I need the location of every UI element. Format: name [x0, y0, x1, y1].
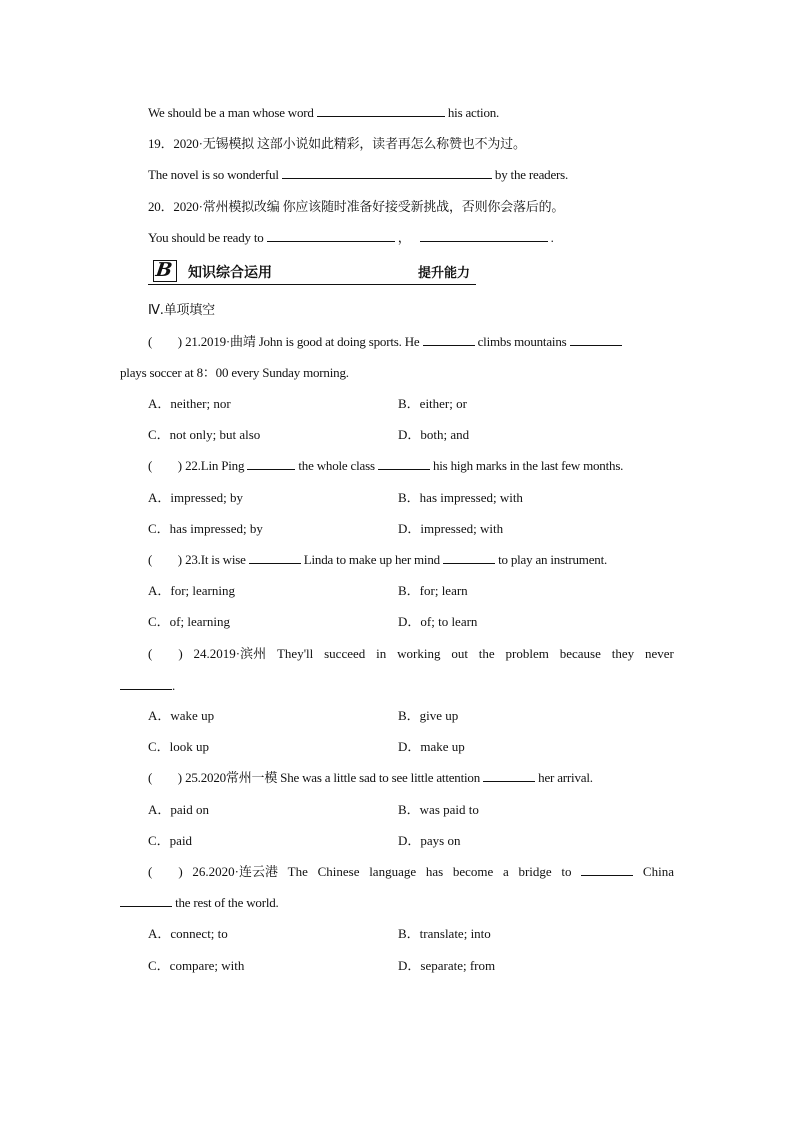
q21-line1 [148, 333, 622, 351]
q25-option-b[interactable]: B．was paid to [398, 802, 479, 817]
q21-option-c[interactable]: C．not only; but also [148, 427, 261, 442]
q25-text-b: her arrival. [538, 770, 593, 785]
q19-sentence [148, 166, 568, 184]
q25-text-a: 25.2020常州一模 She was a little sad to see little attention [185, 770, 481, 785]
q24-word: out [451, 646, 468, 661]
section-badge-letter: B [154, 259, 174, 281]
q22-line [148, 457, 623, 475]
q26-word: a [502, 864, 509, 879]
q24-word: 24.2019·滨州 [193, 646, 267, 661]
q23-text-b: Linda to make up her mind [303, 552, 440, 567]
q25-option-c[interactable]: C．paid [148, 833, 193, 848]
q26-line1 [148, 863, 674, 881]
q22-option-c[interactable]: C．has impressed; by [148, 521, 263, 536]
q26-option-d[interactable]: D．separate; from [398, 958, 496, 973]
q24-word: because [559, 646, 601, 661]
q26-line2 [120, 894, 279, 912]
q23-blank-1[interactable] [249, 551, 301, 564]
q24-period: . [172, 678, 176, 693]
q26-word: to [561, 864, 572, 879]
q24-word: succeed [324, 646, 366, 661]
q21-text-b: climbs mountains [477, 334, 567, 349]
q22-text-b: the whole class [298, 458, 375, 473]
q22-text-a: 22.Lin Ping [185, 458, 245, 473]
q23-text-a: 23.It is wise [185, 552, 246, 567]
q24-word: they [611, 646, 635, 661]
q24-option-d[interactable]: D．make up [398, 739, 465, 754]
q26-word: 26.2020·连云港 [192, 864, 278, 879]
q26-option-b[interactable]: B．translate; into [398, 926, 491, 941]
q22-option-b[interactable]: B．has impressed; with [398, 490, 523, 505]
section-subtitle: 提升能力 [418, 266, 471, 281]
q18-blank[interactable] [317, 104, 445, 117]
q23-blank-2[interactable] [443, 551, 495, 564]
q20-comma: ， [397, 230, 411, 245]
q24-word: never [644, 646, 674, 661]
section-header [148, 258, 476, 285]
q20-blank-2[interactable] [420, 229, 548, 242]
q20-sentence [148, 229, 554, 247]
q20-chinese: 20．2020·常州模拟改编 你应该随时准备好接受新挑战，否则你会落后的。 [148, 199, 565, 214]
q24-line1 [148, 645, 674, 663]
q24-answer-paren[interactable]: ( ) [148, 646, 183, 661]
q22-answer-paren[interactable]: ( ) [148, 458, 182, 473]
q21-blank-1[interactable] [423, 333, 475, 346]
q26-word: has [425, 864, 444, 879]
q22-blank-2[interactable] [378, 457, 430, 470]
q21-option-b[interactable]: B．either; or [398, 396, 467, 411]
section-title: 知识综合运用 [188, 265, 272, 281]
section-badge-icon [153, 260, 177, 282]
q24-option-b[interactable]: B．give up [398, 708, 459, 723]
q18-sentence [148, 104, 499, 122]
q21-answer-paren[interactable]: ( ) [148, 334, 182, 349]
q24-word: They'll [276, 646, 314, 661]
q26-blank-1[interactable] [581, 863, 633, 876]
q20-blank-1[interactable] [267, 229, 395, 242]
q21-blank-2[interactable] [570, 333, 622, 346]
q18-text-before: We should be a man whose word [148, 105, 314, 120]
q20-period: . [550, 230, 554, 245]
q23-option-b[interactable]: B．for; learn [398, 583, 468, 598]
q26-text-line2: the rest of the world. [175, 895, 279, 910]
q19-blank[interactable] [282, 166, 492, 179]
q24-word: in [376, 646, 387, 661]
q19-text-before: The novel is so wonderful [148, 167, 279, 182]
q23-text-c: to play an instrument. [498, 552, 608, 567]
q24-word: working [397, 646, 441, 661]
q22-blank-1[interactable] [247, 457, 295, 470]
q26-word: language [369, 864, 417, 879]
q21-option-a[interactable]: A．neither; nor [148, 396, 231, 411]
q22-text-c: his high marks in the last few months. [432, 458, 624, 473]
q19-text-after: by the readers. [494, 167, 569, 182]
q21-option-d[interactable]: D．both; and [398, 427, 470, 442]
q26-word: The [287, 864, 308, 879]
q26-word: become [452, 864, 494, 879]
q25-option-a[interactable]: A．paid on [148, 802, 210, 817]
q25-line [148, 769, 593, 787]
q24-word: problem [505, 646, 549, 661]
q23-option-d[interactable]: D．of; to learn [398, 614, 478, 629]
q25-option-d[interactable]: D．pays on [398, 833, 461, 848]
q23-option-a[interactable]: A．for; learning [148, 583, 236, 598]
q19-chinese: 19．2020·无锡模拟 这部小说如此精彩，读者再怎么称赞也不为过。 [148, 136, 526, 151]
q26-option-c[interactable]: C．compare; with [148, 958, 245, 973]
part4-heading: Ⅳ.单项填空 [148, 303, 215, 318]
q24-option-c[interactable]: C．look up [148, 739, 210, 754]
q21-text-a: 21.2019·曲靖 John is good at doing sports. He [185, 334, 420, 349]
q20-text-before: You should be ready to [148, 230, 264, 245]
q24-word: the [478, 646, 495, 661]
q24-line2 [120, 677, 175, 695]
q18-text-after: his action. [447, 105, 500, 120]
q23-option-c[interactable]: C．of; learning [148, 614, 230, 629]
q26-word: Chinese [317, 864, 360, 879]
q25-answer-paren[interactable]: ( ) [148, 770, 182, 785]
q22-option-a[interactable]: A．impressed; by [148, 490, 243, 505]
q22-option-d[interactable]: D．impressed; with [398, 521, 504, 536]
q21-line2: plays soccer at 8：00 every Sunday morning. [120, 365, 349, 380]
q23-answer-paren[interactable]: ( ) [148, 552, 182, 567]
q25-blank[interactable] [483, 769, 535, 782]
q26-answer-paren[interactable]: ( ) [148, 864, 183, 879]
q26-option-a[interactable]: A．connect; to [148, 926, 228, 941]
q24-blank[interactable] [120, 677, 172, 690]
q26-word: bridge [518, 864, 552, 879]
q26-blank-2[interactable] [120, 894, 172, 907]
q23-line [148, 551, 607, 569]
q26-word-end: China [642, 864, 674, 879]
q24-option-a[interactable]: A．wake up [148, 708, 215, 723]
